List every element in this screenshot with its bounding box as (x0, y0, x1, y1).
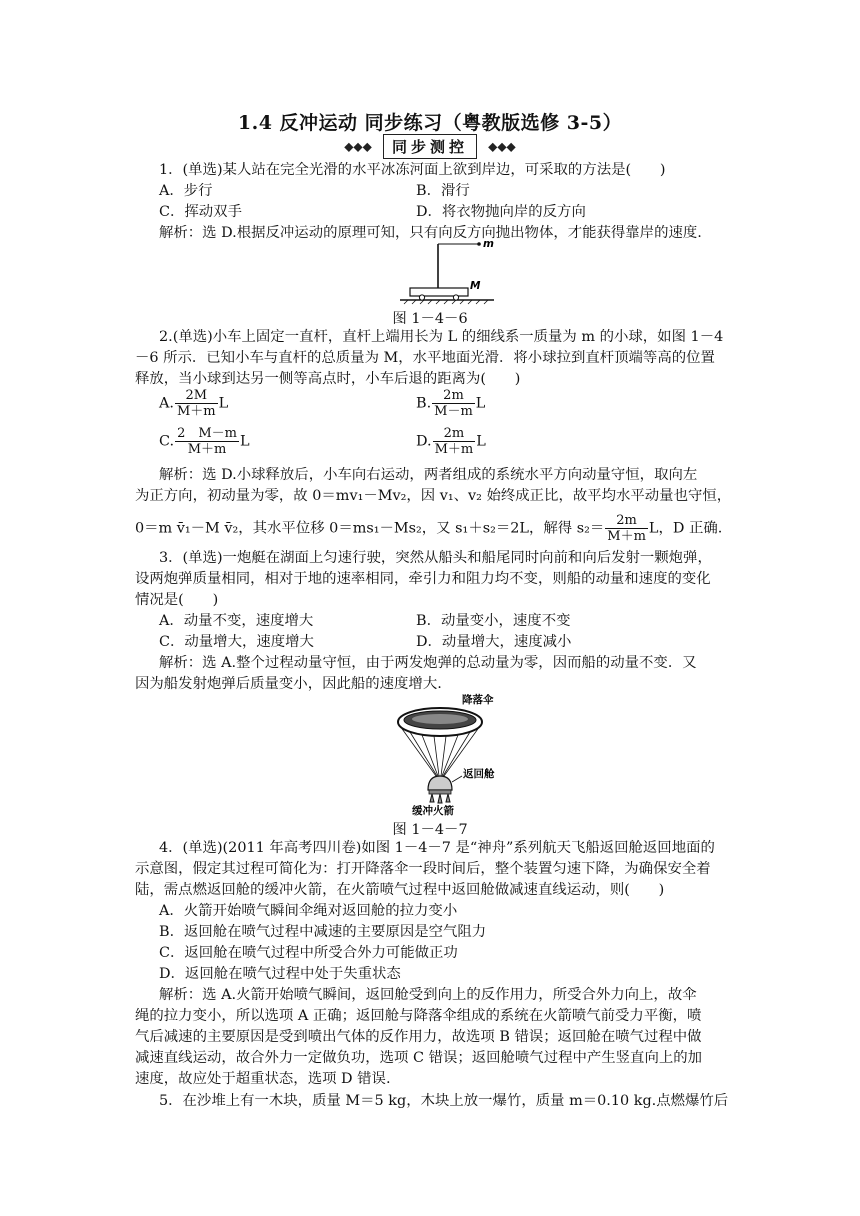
q2-option-c-fraction (175, 426, 239, 457)
q2-answer-fraction (605, 513, 648, 544)
banner-right-diamonds-icon: ◆◆◆ (488, 139, 516, 154)
q3-stem-line2: 设两炮弹质量相同，相对于地的速率相同，牵引力和阻力均不变，则船的动量和速度的变化 (135, 571, 711, 587)
q1-stem: 1．(单选)某人站在完全光滑的水平冰冻河面上欲到岸边，可采取的方法是( ) (159, 162, 666, 178)
q4-answer-line4: 减速直线运动，故合外力一定做负功，选项 C 错误；返回舱喷气过程中产生竖直向上的加 (135, 1050, 703, 1066)
banner-label: 同步测控 (383, 134, 477, 159)
q2-stem-line2: －6 所示．已知小车与直杆的总质量为 M，水平地面光滑．将小球拉到直杆顶端等高的位置 (135, 350, 715, 366)
q2-option-a-numerator: 2M (175, 388, 218, 404)
q2-stem-line3: 释放，当小球到达另一侧等高点时，小车后退的距离为( ) (135, 371, 521, 387)
q2-option-a-prefix: A. (159, 395, 174, 412)
q2-answer-line1: 解析：选 D.小球释放后，小车向右运动，两者组成的系统水平方向动量守恒，取向左 (159, 467, 698, 483)
q4-answer-line3: 气后减速的主要原因是受到喷出气体的反作用力，故选项 B 错误；返回舱在喷气过程中做 (135, 1029, 702, 1045)
q2-option-c-prefix: C. (159, 433, 175, 450)
q4-answer-line2: 绳的拉力变小，所以选项 A 正确；返回舱与降落伞组成的系统在火箭喷气前受力平衡，喷 (135, 1008, 702, 1024)
q2-option-a (159, 388, 228, 419)
q4-option-c: C．返回舱在喷气过程中所受合外力可能做正功 (159, 945, 458, 961)
fig2-caption: 图 1－4－7 (392, 822, 468, 838)
q3-option-b: B．动量变小，速度不变 (416, 613, 571, 629)
q2-option-c-denominator: M＋m (187, 442, 227, 457)
q2-option-b-fraction (432, 388, 475, 419)
q3-answer-line1: 解析：选 A.整个过程动量守恒，由于两发炮弹的总动量为零，因而船的动量不变．又 (159, 655, 697, 671)
q3-stem-line1: 3．(单选)一炮艇在湖面上匀速行驶，突然从船头和船尾同时向前和向后发射一颗炮弹， (159, 550, 712, 566)
q4-answer-line1: 解析：选 A.火箭开始喷气瞬间，返回舱受到向上的反作用力，所受合外力向上，故伞 (159, 987, 697, 1003)
return-capsule-figure (392, 690, 542, 818)
q2-answer-line2: 为正方向，初动量为零，故 0＝mv₁－Mv₂，因 v₁、v₂ 始终成正比，故平均水平动量也守恒， (135, 488, 732, 504)
q3-option-c: C．动量增大，速度增大 (159, 634, 314, 650)
q1-option-b: B．滑行 (416, 183, 470, 199)
section-banner (0, 134, 860, 159)
q2-answer-line3-text: 0＝m v̄₁－M v̄₂，其水平位移 0＝ms₁－Ms₂，又 s₁＋s₂＝2L，解得 s₂＝ (135, 520, 605, 537)
q1-option-c: C．挥动双手 (159, 204, 242, 220)
q1-answer: 解析：选 D.根据反冲运动的原理可知，只有向反方向抛出物体，才能获得靠岸的速度. (159, 225, 702, 241)
q4-stem-line3: 陆，需点燃返回舱的缓冲火箭，在火箭喷气过程中返回舱做减速直线运动，则( ) (135, 882, 665, 898)
q4-option-d: D．返回舱在喷气过程中处于失重状态 (159, 966, 401, 982)
fig1-label-M: M (470, 280, 481, 292)
q2-option-b-denominator: M－m (434, 404, 473, 419)
q2-option-c (159, 426, 250, 457)
q2-option-d-fraction (433, 426, 476, 457)
fig2-label-parachute: 降落伞 (462, 694, 494, 706)
q2-answer-denominator: M＋m (607, 529, 646, 544)
q2-option-d (416, 426, 486, 457)
q4-answer-line5: 速度，故应处于超重状态，选项 D 错误. (135, 1071, 391, 1087)
q4-stem-line2: 示意图，假定其过程可简化为：打开降落伞一段时间后，整个装置匀速下降，为确保安全着 (135, 861, 711, 877)
q4-option-b: B．返回舱在喷气过程中减速的主要原因是空气阻力 (159, 924, 487, 940)
q2-option-d-numerator: 2m (433, 426, 476, 442)
banner-left-diamonds-icon: ◆◆◆ (344, 139, 372, 154)
fig2-label-capsule: 返回舱 (463, 768, 495, 780)
fig1-label-m: m (483, 240, 494, 250)
fig1-caption: 图 1－4－6 (392, 311, 468, 327)
q3-answer-line2: 因为船发射炮弹后质量变小，因此船的速度增大. (135, 676, 442, 692)
q2-option-c-numerator: 2 M－m (177, 426, 237, 441)
q4-stem-line1: 4．(单选)(2011 年高考四川卷)如图 1－4－7 是“神舟”系列航天飞船返回舱返回地面的 (159, 840, 715, 856)
page-title: 1.4 反冲运动 同步练习（粤教版选修 3-5） (237, 112, 623, 134)
q3-option-a: A．动量不变，速度增大 (159, 613, 314, 629)
q2-option-c-suffix: L (240, 433, 250, 450)
q3-stem-line3: 情况是( ) (135, 592, 219, 608)
q2-option-d-denominator: M＋m (434, 442, 474, 457)
q2-option-d-suffix: L (476, 433, 486, 450)
q2-option-b-prefix: B. (416, 395, 432, 412)
q2-option-b-numerator: 2m (432, 388, 475, 404)
q2-option-a-denominator: M＋m (176, 404, 216, 419)
q2-option-a-suffix: L (218, 395, 229, 412)
q2-option-b-suffix: L (475, 395, 486, 412)
q1-option-d: D．将衣物抛向岸的反方向 (416, 204, 586, 220)
fig2-label-rocket: 缓冲火箭 (412, 805, 454, 817)
q2-stem-line1: 2.(单选)小车上固定一直杆，直杆上端用长为 L 的细线系一质量为 m 的小球，如图 1－4 (159, 329, 724, 345)
q2-option-b (416, 388, 485, 419)
q2-option-d-prefix: D. (416, 433, 432, 450)
q2-answer-line3-end: L，D 正确. (648, 520, 723, 537)
q2-answer-numerator: 2m (605, 513, 648, 529)
q2-option-a-fraction (175, 388, 218, 419)
cart-pendulum-figure (398, 240, 498, 306)
q3-option-d: D．动量增大，速度减小 (416, 634, 572, 650)
q2-answer-line3 (135, 513, 722, 544)
q5-stem: 5．在沙堆上有一木块，质量 M＝5 kg，木块上放一爆竹，质量 m＝0.10 kg.点燃爆竹后 (159, 1093, 729, 1109)
q4-option-a: A．火箭开始喷气瞬间伞绳对返回舱的拉力变小 (159, 903, 458, 919)
q1-option-a: A．步行 (159, 183, 213, 199)
